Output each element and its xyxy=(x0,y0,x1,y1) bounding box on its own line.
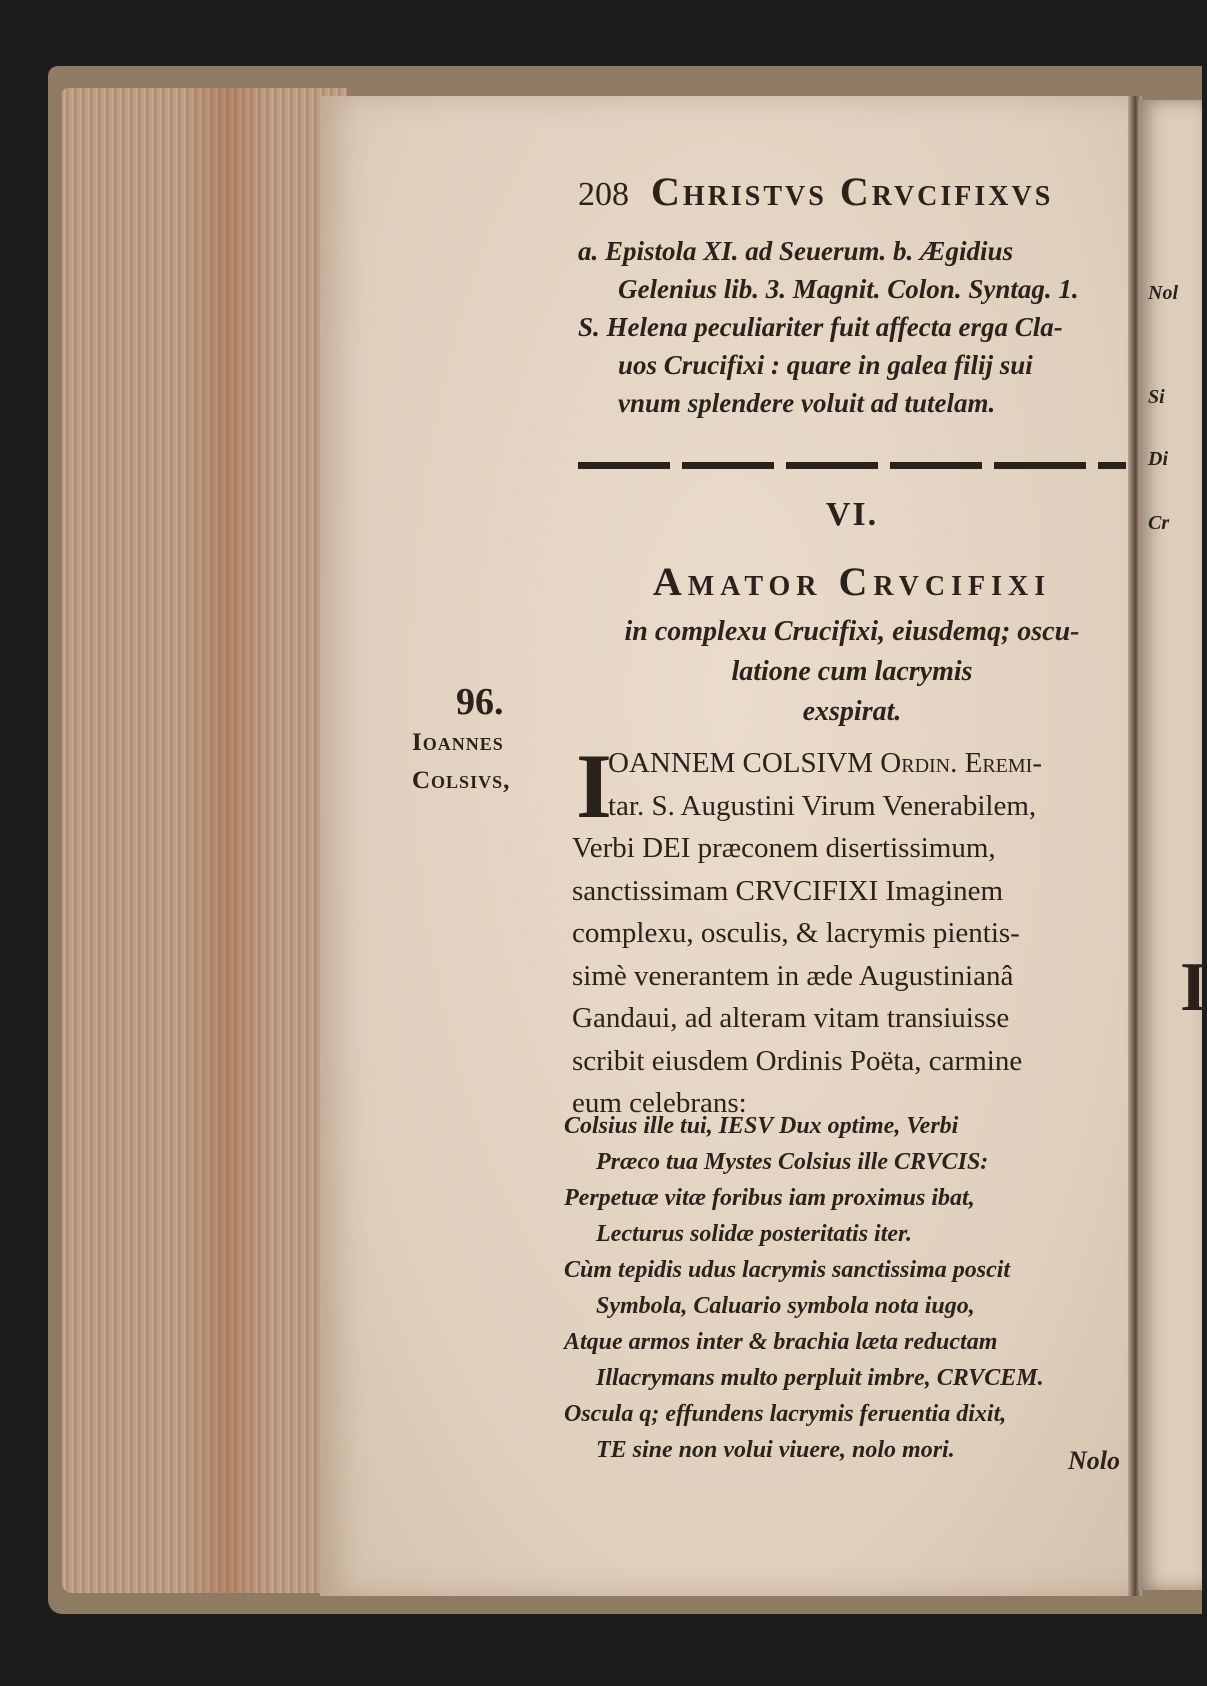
poem-line: Atque armos inter & brachia læta reductam xyxy=(564,1329,998,1355)
margin-name xyxy=(412,724,568,800)
section-title: Amator Crvcifixi xyxy=(652,559,1052,604)
note-line: vnum splendere voluit ad tutelam. xyxy=(618,388,996,418)
poem-line: Colsius ille tui, IESV Dux optime, Verbi xyxy=(564,1113,959,1139)
margin-name-line: Ioannes xyxy=(412,729,504,756)
note-line: S. Helena peculiariter fuit affecta erga Cla- xyxy=(578,312,1063,342)
body-line: complexu, osculis, & lacrymis pientis- xyxy=(572,917,1020,949)
page-right-edge xyxy=(1138,100,1202,1590)
poem-line: Lecturus solidæ posteritatis iter. xyxy=(596,1221,913,1247)
body-line: Verbi DEI præconem disertissimum, xyxy=(572,832,996,864)
page-header xyxy=(578,168,1138,222)
next-page-fragment: Nol xyxy=(1148,282,1178,304)
page-number: 208 xyxy=(578,176,629,213)
body-line: OANNEM COLSIVM Ordin. Eremi- xyxy=(608,747,1042,779)
running-title: Christvs Crvcifixvs xyxy=(651,169,1054,214)
poem-line: Cùm tepidis udus lacrymis sanctissima poscit xyxy=(564,1257,1011,1283)
poem-line: Illacrymans multo perpluit imbre, CRVCEM. xyxy=(596,1365,1044,1391)
poem-line: TE sine non volui viuere, nolo mori. xyxy=(596,1437,955,1463)
next-page-fragment: Si xyxy=(1148,386,1165,408)
body-line: simè venerantem in æde Augustinianâ xyxy=(572,959,1014,992)
body-line: eum celebrans: xyxy=(572,1087,747,1119)
section-subtitle xyxy=(578,612,1126,732)
poem-line: Symbola, Caluario symbola nota iugo, xyxy=(596,1293,975,1319)
poem-line: Oscula q; effundens lacrymis feruentia dixit, xyxy=(564,1401,1007,1427)
catchword: Nolo xyxy=(1068,1446,1120,1475)
next-page-fragment: Di xyxy=(1148,448,1168,470)
next-page-fragment: I xyxy=(1180,949,1207,1026)
body-line: Gandaui, ad alteram vitam transiuisse xyxy=(572,1002,1010,1034)
poem-line: Præco tua Mystes Colsius ille CRVCIS: xyxy=(596,1149,989,1175)
next-page-fragment: Cr xyxy=(1148,512,1170,534)
poem-line: Perpetuæ vitæ foribus iam proximus ibat, xyxy=(564,1185,975,1211)
subtitle-line: exspirat. xyxy=(802,696,902,727)
footnote-block xyxy=(578,232,1126,422)
section-number: VI. xyxy=(825,496,879,533)
note-line: uos Crucifixi : quare in galea filij sui xyxy=(618,350,1033,380)
divider-rule xyxy=(578,462,1126,469)
margin-number: 96. xyxy=(456,681,504,723)
page-edges xyxy=(62,88,347,1593)
note-line: Gelenius lib. 3. Magnit. Colon. Syntag. 1. xyxy=(618,274,1079,304)
note-line: a. Epistola XI. ad Seuerum. b. Ægidius xyxy=(578,236,1014,266)
body-line: scribit eiusdem Ordinis Poëta, carmine xyxy=(572,1044,1023,1077)
poem-block xyxy=(564,1108,1124,1468)
body-line: sanctissimam CRVCIFIXI Imaginem xyxy=(572,874,1004,907)
body-text xyxy=(572,735,1128,1125)
margin-name-line: Colsivs, xyxy=(412,767,511,794)
drop-cap: I xyxy=(576,735,612,837)
body-line: tar. S. Augustini Virum Venerabilem, xyxy=(608,789,1037,822)
subtitle-line: latione cum lacrymis xyxy=(731,656,973,687)
subtitle-line: in complexu Crucifixi, eiusdemq; oscu- xyxy=(624,616,1080,647)
